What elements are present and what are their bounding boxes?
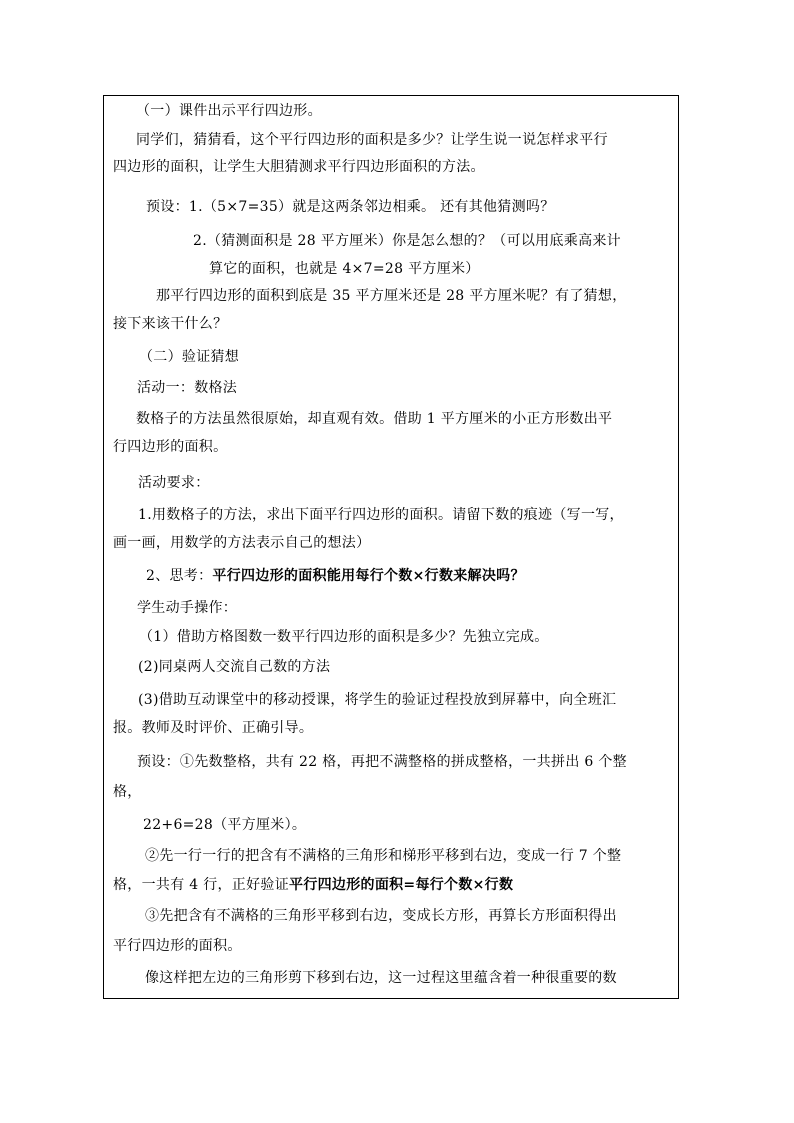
text-line: 1.用数格子的方法，求出下面平行四边形的面积。请留下数的痕迹（写一写， [138, 507, 624, 523]
text-line: ③先把含有不满格的三角形平移到右边，变成长方形，再算长方形面积得出 [145, 908, 617, 924]
text-line: （1）借助方格图数一数平行四边形的面积是多少？先独立完成。 [139, 629, 549, 645]
text-line: 数格子的方法虽然很原始，却直观有效。借助 1 平方厘米的小正方形数出平 [136, 411, 613, 427]
text-line: 画一画，用数学的方法表示自己的想法） [113, 535, 371, 551]
text-line: 那平行四边形的面积到底是 35 平方厘米还是 28 平方厘米呢？有了猜想， [156, 288, 627, 304]
text-line: 学生动手操作： [137, 600, 238, 616]
think-bold-text: 平行四边形的面积能用每行个数×行数来解决吗？ [212, 568, 525, 584]
text-line: (2)同桌两人交流自己数的方法 [138, 659, 331, 675]
conclusion-line [113, 875, 513, 895]
text-line: 格， [113, 784, 142, 800]
text-line: 活动要求： [138, 475, 210, 491]
text-line: 同学们，猜猜看，这个平行四边形的面积是多少？让学生说一说怎样求平行 [136, 132, 608, 148]
text-line: ②先一行一行的把含有不满格的三角形和梯形平移到右边，变成一行 7 个整 [145, 848, 622, 864]
text-line: (3)借助互动课堂中的移动授课，将学生的验证过程投放到屏幕中，向全班汇 [138, 692, 617, 708]
text-line: 预设：1.（5×7=35）就是这两条邻边相乘。 还有其他猜测吗？ [146, 199, 555, 215]
conclusion-bold-text: 平行四边形的面积=每行个数×行数 [289, 877, 514, 893]
text-line: 像这样把左边的三角形剪下移到右边，这一过程这里蕴含着一种很重要的数 [145, 970, 617, 986]
text-line: 接下来该干什么？ [113, 316, 228, 332]
text-line: 算它的面积，也就是 4×7=28 平方厘米） [209, 261, 480, 277]
think-question [146, 566, 525, 586]
text-line: 平行四边形的面积。 [113, 938, 242, 954]
text-line: 报。教师及时评价、正确引导。 [113, 720, 314, 736]
text-line: 预设：①先数整格，共有 22 格，再把不满整格的拼成整格，一共拼出 6 个整 [137, 754, 627, 770]
text-line: 2.（猜测面积是 28 平方厘米）你是怎么想的？（可以用底乘高来计 [193, 233, 621, 249]
conclusion-prefix: 格，一共有 4 行，正好验证 [113, 877, 290, 893]
text-line: 四边形的面积，让学生大胆猜测求平行四边形面积的方法。 [113, 159, 485, 175]
text-line: 22+6=28（平方厘米）。 [143, 817, 307, 833]
think-prefix: 2、思考： [146, 568, 213, 584]
section-heading: （二）验证猜想 [139, 349, 240, 365]
text-line: 行四边形的面积。 [113, 439, 228, 455]
text-line: （一）课件出示平行四边形。 [136, 103, 322, 119]
activity-heading: 活动一：数格法 [137, 380, 238, 396]
